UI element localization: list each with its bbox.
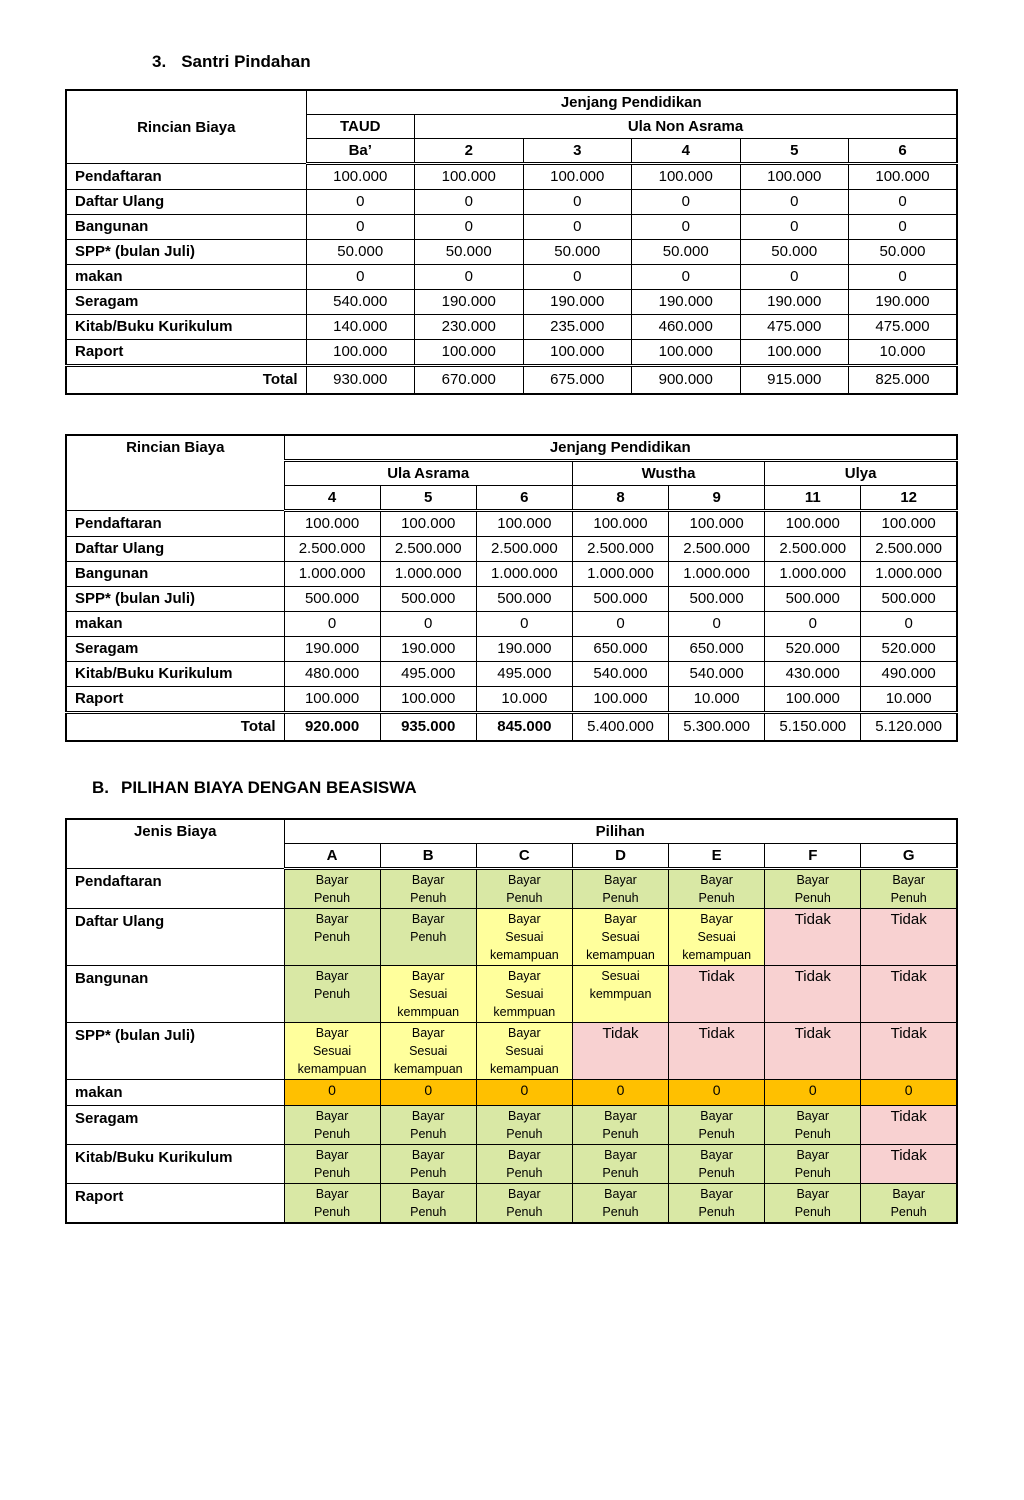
choice-cell: Tidak	[861, 1145, 957, 1184]
total-value-cell: 900.000	[632, 366, 741, 395]
choice-cell: Bayar Penuh	[284, 1184, 380, 1224]
row-label: Bangunan	[66, 966, 284, 1023]
value-cell: 100.000	[572, 687, 668, 713]
value-cell: 0	[849, 265, 958, 290]
choice-cell: Tidak	[572, 1023, 668, 1080]
subgroup-header: Ula Non Asrama	[415, 115, 958, 139]
value-cell: 100.000	[669, 511, 765, 537]
total-value-cell: 845.000	[476, 713, 572, 742]
value-cell: 2.500.000	[572, 537, 668, 562]
value-cell: 190.000	[849, 290, 958, 315]
value-cell: 140.000	[306, 315, 415, 340]
choice-cell: Bayar Penuh	[765, 1106, 861, 1145]
total-value-cell: 915.000	[740, 366, 849, 395]
choice-cell: Bayar Penuh	[669, 1145, 765, 1184]
choice-cell: Bayar Penuh	[765, 1184, 861, 1224]
table-row	[66, 340, 957, 366]
scholarship-options-table	[65, 818, 958, 1224]
row-label: Kitab/Buku Kurikulum	[66, 1145, 284, 1184]
value-cell: 190.000	[284, 637, 380, 662]
value-cell: 0	[523, 265, 632, 290]
table-row	[66, 1080, 957, 1106]
value-cell: 500.000	[380, 587, 476, 612]
column-header: 6	[849, 139, 958, 164]
choice-cell: Bayar Sesuai kemmpuan	[476, 966, 572, 1023]
choice-cell: Bayar Penuh	[669, 1106, 765, 1145]
total-value-cell: 935.000	[380, 713, 476, 742]
value-cell: 100.000	[572, 511, 668, 537]
table-row	[66, 612, 957, 637]
value-cell: 0	[765, 612, 861, 637]
total-row	[66, 366, 957, 395]
value-cell: 0	[632, 265, 741, 290]
table-row	[66, 315, 957, 340]
value-cell: 100.000	[740, 164, 849, 190]
value-cell: 100.000	[861, 511, 957, 537]
value-cell: 100.000	[284, 511, 380, 537]
value-cell: 540.000	[306, 290, 415, 315]
total-value-cell: 670.000	[415, 366, 524, 395]
choice-cell: Tidak	[669, 1023, 765, 1080]
total-value-cell: 5.150.000	[765, 713, 861, 742]
value-cell: 0	[380, 612, 476, 637]
row-label: Seragam	[66, 1106, 284, 1145]
value-cell: 1.000.000	[669, 562, 765, 587]
table-row	[66, 687, 957, 713]
value-cell: 0	[861, 612, 957, 637]
section-title-pilihan-biaya-beasiswa	[92, 778, 1024, 798]
row-label: Bangunan	[66, 215, 306, 240]
value-cell: 230.000	[415, 315, 524, 340]
table-row	[66, 240, 957, 265]
row-label: Bangunan	[66, 562, 284, 587]
value-cell: 1.000.000	[476, 562, 572, 587]
value-cell: 475.000	[849, 315, 958, 340]
value-cell: 50.000	[740, 240, 849, 265]
choice-cell: 0	[284, 1080, 380, 1106]
value-cell: 2.500.000	[765, 537, 861, 562]
choice-cell: Tidak	[861, 1023, 957, 1080]
column-header: 2	[415, 139, 524, 164]
row-label: Kitab/Buku Kurikulum	[66, 662, 284, 687]
column-header: G	[861, 844, 957, 869]
value-cell: 650.000	[572, 637, 668, 662]
row-label: Raport	[66, 687, 284, 713]
value-cell: 0	[523, 215, 632, 240]
value-cell: 0	[284, 612, 380, 637]
choice-cell: Tidak	[861, 1106, 957, 1145]
total-value-cell: 5.120.000	[861, 713, 957, 742]
value-cell: 235.000	[523, 315, 632, 340]
choice-cell: Bayar Sesuai kemmpuan	[380, 966, 476, 1023]
value-cell: 490.000	[861, 662, 957, 687]
subgroup-header: TAUD	[306, 115, 415, 139]
value-cell: 50.000	[849, 240, 958, 265]
total-label: Total	[66, 366, 306, 395]
value-cell: 0	[306, 265, 415, 290]
choice-cell: Bayar Penuh	[669, 869, 765, 909]
value-cell: 100.000	[380, 687, 476, 713]
value-cell: 10.000	[861, 687, 957, 713]
value-cell: 495.000	[476, 662, 572, 687]
column-header: A	[284, 844, 380, 869]
row-label: makan	[66, 1080, 284, 1106]
value-cell: 430.000	[765, 662, 861, 687]
choice-cell: Tidak	[765, 909, 861, 966]
table-row	[66, 1106, 957, 1145]
column-header: 8	[572, 486, 668, 511]
choice-cell: Bayar Penuh	[476, 869, 572, 909]
value-cell: 0	[572, 612, 668, 637]
total-row	[66, 713, 957, 742]
choice-cell: 0	[380, 1080, 476, 1106]
choice-cell: 0	[572, 1080, 668, 1106]
value-cell: 520.000	[765, 637, 861, 662]
row-label: SPP* (bulan Juli)	[66, 587, 284, 612]
section-number: 3.	[152, 52, 167, 71]
table-row	[66, 215, 957, 240]
total-value-cell: 5.400.000	[572, 713, 668, 742]
table-row	[66, 1184, 957, 1224]
corner-header: Rincian Biaya	[66, 435, 284, 511]
column-header: 5	[740, 139, 849, 164]
row-label: Raport	[66, 1184, 284, 1224]
value-cell: 2.500.000	[861, 537, 957, 562]
table-row	[66, 909, 957, 966]
choice-cell: Bayar Sesuai kemampuan	[284, 1023, 380, 1080]
row-label: Pendaftaran	[66, 511, 284, 537]
row-label: Pendaftaran	[66, 164, 306, 190]
table-row	[66, 1145, 957, 1184]
choice-cell: Bayar Penuh	[476, 1145, 572, 1184]
choice-cell: Bayar Penuh	[380, 869, 476, 909]
column-header: 12	[861, 486, 957, 511]
value-cell: 0	[306, 215, 415, 240]
row-label: SPP* (bulan Juli)	[66, 240, 306, 265]
value-cell: 2.500.000	[380, 537, 476, 562]
column-header: 5	[380, 486, 476, 511]
value-cell: 650.000	[669, 637, 765, 662]
total-value-cell: 825.000	[849, 366, 958, 395]
choice-cell: 0	[476, 1080, 572, 1106]
value-cell: 500.000	[765, 587, 861, 612]
value-cell: 100.000	[476, 511, 572, 537]
value-cell: 0	[849, 190, 958, 215]
value-cell: 2.500.000	[476, 537, 572, 562]
value-cell: 100.000	[632, 340, 741, 366]
value-cell: 190.000	[523, 290, 632, 315]
choice-cell: Tidak	[669, 966, 765, 1023]
value-cell: 10.000	[476, 687, 572, 713]
row-label: Daftar Ulang	[66, 909, 284, 966]
value-cell: 50.000	[306, 240, 415, 265]
corner-header: Jenis Biaya	[66, 819, 284, 869]
value-cell: 100.000	[380, 511, 476, 537]
column-header: Ba’	[306, 139, 415, 164]
value-cell: 190.000	[476, 637, 572, 662]
choice-cell: Tidak	[765, 966, 861, 1023]
value-cell: 0	[632, 215, 741, 240]
value-cell: 1.000.000	[380, 562, 476, 587]
choice-cell: Bayar Penuh	[765, 869, 861, 909]
choice-cell: Bayar Penuh	[861, 1184, 957, 1224]
choice-cell: Tidak	[861, 966, 957, 1023]
table-header-row	[66, 90, 957, 115]
choice-cell: 0	[765, 1080, 861, 1106]
table-row	[66, 265, 957, 290]
choice-cell: Bayar Penuh	[380, 1145, 476, 1184]
value-cell: 190.000	[632, 290, 741, 315]
value-cell: 100.000	[765, 687, 861, 713]
choice-cell: Bayar Penuh	[572, 1184, 668, 1224]
row-label: Daftar Ulang	[66, 537, 284, 562]
choice-cell: Bayar Penuh	[476, 1184, 572, 1224]
value-cell: 540.000	[572, 662, 668, 687]
total-value-cell: 5.300.000	[669, 713, 765, 742]
value-cell: 0	[415, 265, 524, 290]
table-row	[66, 511, 957, 537]
column-header: F	[765, 844, 861, 869]
value-cell: 100.000	[523, 164, 632, 190]
table-row	[66, 190, 957, 215]
total-value-cell: 920.000	[284, 713, 380, 742]
subgroup-header: Ulya	[765, 461, 957, 486]
choice-cell: Bayar Sesuai kemampuan	[476, 909, 572, 966]
subgroup-header: Ula Asrama	[284, 461, 572, 486]
value-cell: 540.000	[669, 662, 765, 687]
value-cell: 480.000	[284, 662, 380, 687]
choice-cell: Bayar Penuh	[284, 966, 380, 1023]
choice-cell: Bayar Penuh	[380, 1184, 476, 1224]
fees-table-ula-asrama-wustha-ulya	[65, 434, 958, 742]
column-header: D	[572, 844, 668, 869]
total-label: Total	[66, 713, 284, 742]
choice-cell: Bayar Penuh	[765, 1145, 861, 1184]
row-label: Seragam	[66, 637, 284, 662]
table-row	[66, 164, 957, 190]
table-row	[66, 966, 957, 1023]
group-header: Jenjang Pendidikan	[284, 435, 957, 461]
choice-cell: Bayar Sesuai kemampuan	[380, 1023, 476, 1080]
value-cell: 520.000	[861, 637, 957, 662]
choice-cell: Bayar Penuh	[572, 1106, 668, 1145]
table-row	[66, 562, 957, 587]
value-cell: 500.000	[669, 587, 765, 612]
row-label: Seragam	[66, 290, 306, 315]
value-cell: 190.000	[740, 290, 849, 315]
table-row	[66, 290, 957, 315]
table-row	[66, 1023, 957, 1080]
value-cell: 50.000	[523, 240, 632, 265]
value-cell: 500.000	[284, 587, 380, 612]
value-cell: 1.000.000	[765, 562, 861, 587]
choice-cell: Bayar Penuh	[284, 909, 380, 966]
choice-cell: Bayar Penuh	[476, 1106, 572, 1145]
column-header: 6	[476, 486, 572, 511]
value-cell: 10.000	[669, 687, 765, 713]
value-cell: 0	[476, 612, 572, 637]
choice-cell: Bayar Penuh	[284, 1145, 380, 1184]
value-cell: 0	[849, 215, 958, 240]
value-cell: 500.000	[572, 587, 668, 612]
value-cell: 190.000	[415, 290, 524, 315]
table-row	[66, 587, 957, 612]
document-page	[0, 52, 1024, 1500]
value-cell: 50.000	[415, 240, 524, 265]
section-title-text: Santri Pindahan	[181, 52, 311, 71]
value-cell: 0	[740, 265, 849, 290]
column-header: E	[669, 844, 765, 869]
value-cell: 10.000	[849, 340, 958, 366]
row-label: Raport	[66, 340, 306, 366]
value-cell: 0	[415, 190, 524, 215]
value-cell: 495.000	[380, 662, 476, 687]
section-title-santri-pindahan	[152, 52, 1024, 72]
value-cell: 100.000	[632, 164, 741, 190]
value-cell: 0	[306, 190, 415, 215]
table-row	[66, 869, 957, 909]
table-header-row	[66, 819, 957, 844]
corner-header: Rincian Biaya	[66, 90, 306, 164]
section-title-text: PILIHAN BIAYA DENGAN BEASISWA	[121, 778, 417, 797]
total-value-cell: 930.000	[306, 366, 415, 395]
choice-cell: Bayar Penuh	[861, 869, 957, 909]
choice-cell: Bayar Penuh	[380, 1106, 476, 1145]
choice-cell: 0	[861, 1080, 957, 1106]
column-header: C	[476, 844, 572, 869]
value-cell: 190.000	[380, 637, 476, 662]
value-cell: 100.000	[306, 340, 415, 366]
choice-cell: Bayar Penuh	[284, 1106, 380, 1145]
row-label: Pendaftaran	[66, 869, 284, 909]
section-number: B.	[92, 778, 109, 797]
value-cell: 1.000.000	[861, 562, 957, 587]
column-header: 9	[669, 486, 765, 511]
row-label: SPP* (bulan Juli)	[66, 1023, 284, 1080]
total-value-cell: 675.000	[523, 366, 632, 395]
choice-cell: Bayar Sesuai kemampuan	[669, 909, 765, 966]
value-cell: 50.000	[632, 240, 741, 265]
row-label: makan	[66, 265, 306, 290]
value-cell: 100.000	[284, 687, 380, 713]
value-cell: 100.000	[306, 164, 415, 190]
choice-cell: Bayar Sesuai kemampuan	[572, 909, 668, 966]
choice-cell: Bayar Penuh	[380, 909, 476, 966]
value-cell: 100.000	[415, 340, 524, 366]
value-cell: 100.000	[765, 511, 861, 537]
choice-cell: Bayar Sesuai kemampuan	[476, 1023, 572, 1080]
table-row	[66, 662, 957, 687]
value-cell: 2.500.000	[669, 537, 765, 562]
value-cell: 100.000	[523, 340, 632, 366]
value-cell: 460.000	[632, 315, 741, 340]
choice-cell: Bayar Penuh	[572, 1145, 668, 1184]
value-cell: 500.000	[861, 587, 957, 612]
value-cell: 0	[740, 190, 849, 215]
group-header: Jenjang Pendidikan	[306, 90, 957, 115]
choice-cell: Bayar Penuh	[669, 1184, 765, 1224]
value-cell: 1.000.000	[572, 562, 668, 587]
value-cell: 2.500.000	[284, 537, 380, 562]
row-label: Kitab/Buku Kurikulum	[66, 315, 306, 340]
column-header: B	[380, 844, 476, 869]
choice-cell: Bayar Penuh	[572, 869, 668, 909]
column-header: 3	[523, 139, 632, 164]
choice-cell: Tidak	[765, 1023, 861, 1080]
table-row	[66, 637, 957, 662]
value-cell: 0	[740, 215, 849, 240]
value-cell: 475.000	[740, 315, 849, 340]
value-cell: 0	[669, 612, 765, 637]
value-cell: 0	[632, 190, 741, 215]
choice-cell: Bayar Penuh	[284, 869, 380, 909]
choice-cell: 0	[669, 1080, 765, 1106]
value-cell: 0	[415, 215, 524, 240]
table-row	[66, 537, 957, 562]
group-header: Pilihan	[284, 819, 957, 844]
value-cell: 100.000	[415, 164, 524, 190]
column-header: 4	[284, 486, 380, 511]
table-header-row	[66, 435, 957, 461]
value-cell: 100.000	[849, 164, 958, 190]
column-header: 11	[765, 486, 861, 511]
choice-cell: Sesuai kemmpuan	[572, 966, 668, 1023]
row-label: Daftar Ulang	[66, 190, 306, 215]
value-cell: 0	[523, 190, 632, 215]
value-cell: 500.000	[476, 587, 572, 612]
row-label: makan	[66, 612, 284, 637]
fees-table-taud-ula-non-asrama	[65, 89, 958, 395]
value-cell: 100.000	[740, 340, 849, 366]
choice-cell: Tidak	[861, 909, 957, 966]
column-header: 4	[632, 139, 741, 164]
value-cell: 1.000.000	[284, 562, 380, 587]
subgroup-header: Wustha	[572, 461, 764, 486]
